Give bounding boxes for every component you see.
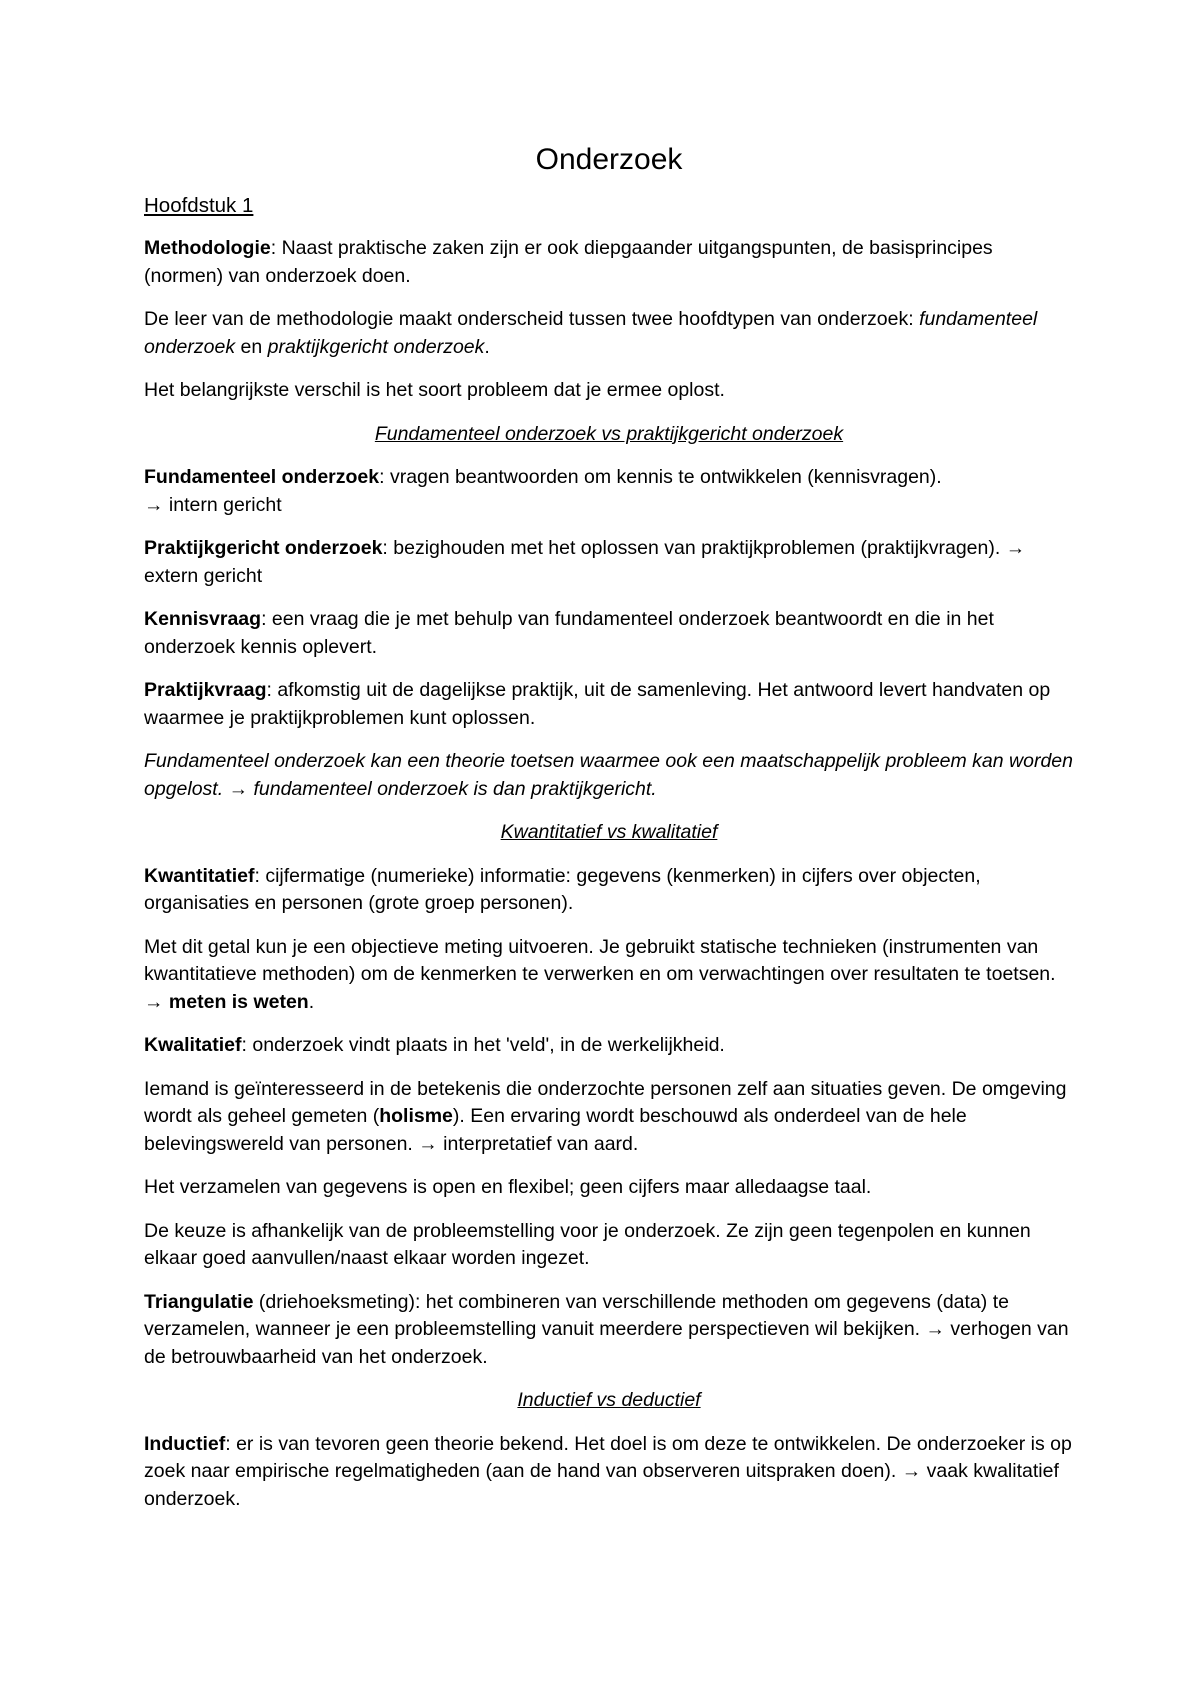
paragraph-praktijkgericht-onderzoek: [144, 535, 1074, 590]
document-page: [144, 140, 1074, 1529]
term-kwantitatief: Kwantitatief: [144, 864, 255, 887]
term-inductief: Inductief: [144, 1432, 226, 1455]
arrow-icon: →: [418, 1132, 438, 1155]
paragraph-text: vaak kwalitatief onderzoek.: [144, 1460, 1059, 1510]
paragraph-verschil: Het belangrijkste verschil is het soort probleem dat je ermee oplost.: [144, 379, 725, 401]
arrow-icon: →: [144, 990, 164, 1013]
paragraph-meten: [144, 934, 1074, 1017]
paragraph-kennisvraag: [144, 606, 1074, 661]
bold-meten-is-weten: meten is weten: [163, 990, 309, 1013]
paragraph-triangulatie: [144, 1289, 1074, 1372]
paragraph-theorie-toetsen: [144, 748, 1074, 803]
paragraph-text: : bezighouden met het oplossen van praktijkproblemen (praktijkvragen).: [382, 537, 1006, 559]
arrow-icon: →: [901, 1460, 922, 1482]
term-methodologie: Methodologie: [144, 237, 271, 259]
italic-fundamenteel: fundamenteel onderzoek: [144, 308, 1038, 358]
chapter-heading: Hoofdstuk 1: [144, 194, 254, 217]
subheading-kwantitatief-vs-kwalitatief: Kwantitatief vs kwalitatief: [500, 821, 718, 843]
paragraph-kwantitatief: [144, 863, 1074, 918]
subheading-inductief-vs-deductief: Inductief vs deductief: [517, 1389, 701, 1411]
paragraph-text: : Naast praktische zaken zijn er ook diepgaander uitgangspunten, de basisprincipes (normen) van onderzoek doen.: [144, 237, 993, 287]
paragraph-text: interpretatief van aard.: [437, 1132, 639, 1155]
paragraph-holisme: [144, 1076, 1074, 1159]
term-kwalitatief: Kwalitatief: [144, 1034, 242, 1056]
bold-holisme: holisme: [379, 1105, 453, 1127]
paragraph-kwalitatief: [144, 1032, 1074, 1060]
italic-praktijkgericht: praktijkgericht onderzoek: [267, 335, 485, 358]
arrow-icon: →: [144, 493, 164, 516]
paragraph-text: De leer van de methodologie maakt onderscheid tussen twee hoofdtypen van onderzoek:: [144, 308, 920, 330]
document-title: Onderzoek: [535, 143, 683, 176]
paragraph-inductief: [144, 1431, 1074, 1514]
paragraph-text: fundamenteel onderzoek is dan praktijkgericht.: [248, 777, 657, 800]
term-praktijkvraag: Praktijkvraag: [144, 679, 267, 701]
paragraph-keuze: De keuze is afhankelijk van de probleemstelling voor je onderzoek. Ze zijn geen tegenpolen en kunnen elkaar goed aanvullen/naast elkaar worden ingezet.: [144, 1219, 1031, 1269]
term-praktijkgericht-onderzoek: Praktijkgericht onderzoek: [144, 537, 383, 559]
paragraph-text: ). Een ervaring wordt beschouwd als onderdeel van de hele belevingswereld van personen.: [144, 1105, 967, 1155]
arrow-icon: →: [1005, 537, 1026, 559]
paragraph-text: (driehoeksmeting): het combineren van verschillende methoden om gegevens (data) te verzamelen, wanneer je een probleemstelling vanuit meerdere perspectieven wil bekijken.: [144, 1290, 1009, 1340]
term-triangulatie: Triangulatie: [144, 1290, 254, 1313]
term-fundamenteel-onderzoek: Fundamenteel onderzoek: [144, 466, 380, 488]
paragraph-text: : cijfermatige (numerieke) informatie: gegevens (kenmerken) in cijfers over objecten, organisaties en personen (grote groep personen).: [144, 864, 981, 914]
paragraph-text: .: [308, 990, 315, 1013]
paragraph-text: : er is van tevoren geen theorie bekend. Het doel is om deze te ontwikkelen. De onderzoeker is op zoek naar empirische regelmatigheden (aan de hand van observeren uitspraken doen).: [144, 1432, 1072, 1482]
paragraph-text: verhogen van de betrouwbaarheid van het onderzoek.: [144, 1318, 1069, 1368]
arrow-icon: →: [228, 777, 249, 800]
paragraph-text: intern gericht: [163, 493, 282, 516]
paragraph-methodologie: [144, 235, 1074, 290]
paragraph-praktijkvraag: [144, 677, 1074, 732]
paragraph-text: Fundamenteel onderzoek kan een theorie toetsen waarmee ook een maatschappelijk probleem kan worden opgelost.: [144, 750, 1073, 800]
paragraph-hoofdtypen: [144, 306, 1074, 361]
paragraph-text: extern gericht: [144, 564, 263, 587]
paragraph-text: : afkomstig uit de dagelijkse praktijk, uit de samenleving. Het antwoord levert handvaten op waarmee je praktijkproblemen kunt oplossen.: [144, 679, 1051, 729]
paragraph-text: Met dit getal kun je een objectieve meting uitvoeren. Je gebruikt statische technieken (instrumenten van kwantitatieve methoden) om de kenmerken te verwerken en om verwachtingen over resultaten te toetsen.: [144, 935, 1056, 985]
paragraph-text: Iemand is geïnteresseerd in de betekenis die onderzochte personen zelf aan situaties geven. De omgeving wordt als geheel gemeten (: [144, 1077, 1067, 1127]
paragraph-text: en: [235, 335, 268, 358]
subheading-fundamenteel-vs-praktijkgericht: Fundamenteel onderzoek vs praktijkgericht onderzoek: [374, 422, 844, 445]
arrow-icon: →: [925, 1318, 946, 1340]
paragraph-text: : vragen beantwoorden om kennis te ontwikkelen (kennisvragen).: [379, 466, 942, 488]
paragraph-text: .: [484, 335, 490, 358]
paragraph-text: : onderzoek vindt plaats in het 'veld', in de werkelijkheid.: [241, 1034, 725, 1056]
paragraph-verzamelen: Het verzamelen van gegevens is open en flexibel; geen cijfers maar alledaagse taal.: [144, 1176, 872, 1198]
paragraph-text: : een vraag die je met behulp van fundamenteel onderzoek beantwoordt en die in het onderzoek kennis oplevert.: [144, 608, 994, 658]
paragraph-fundamenteel-onderzoek: [144, 464, 1074, 519]
term-kennisvraag: Kennisvraag: [144, 608, 262, 630]
